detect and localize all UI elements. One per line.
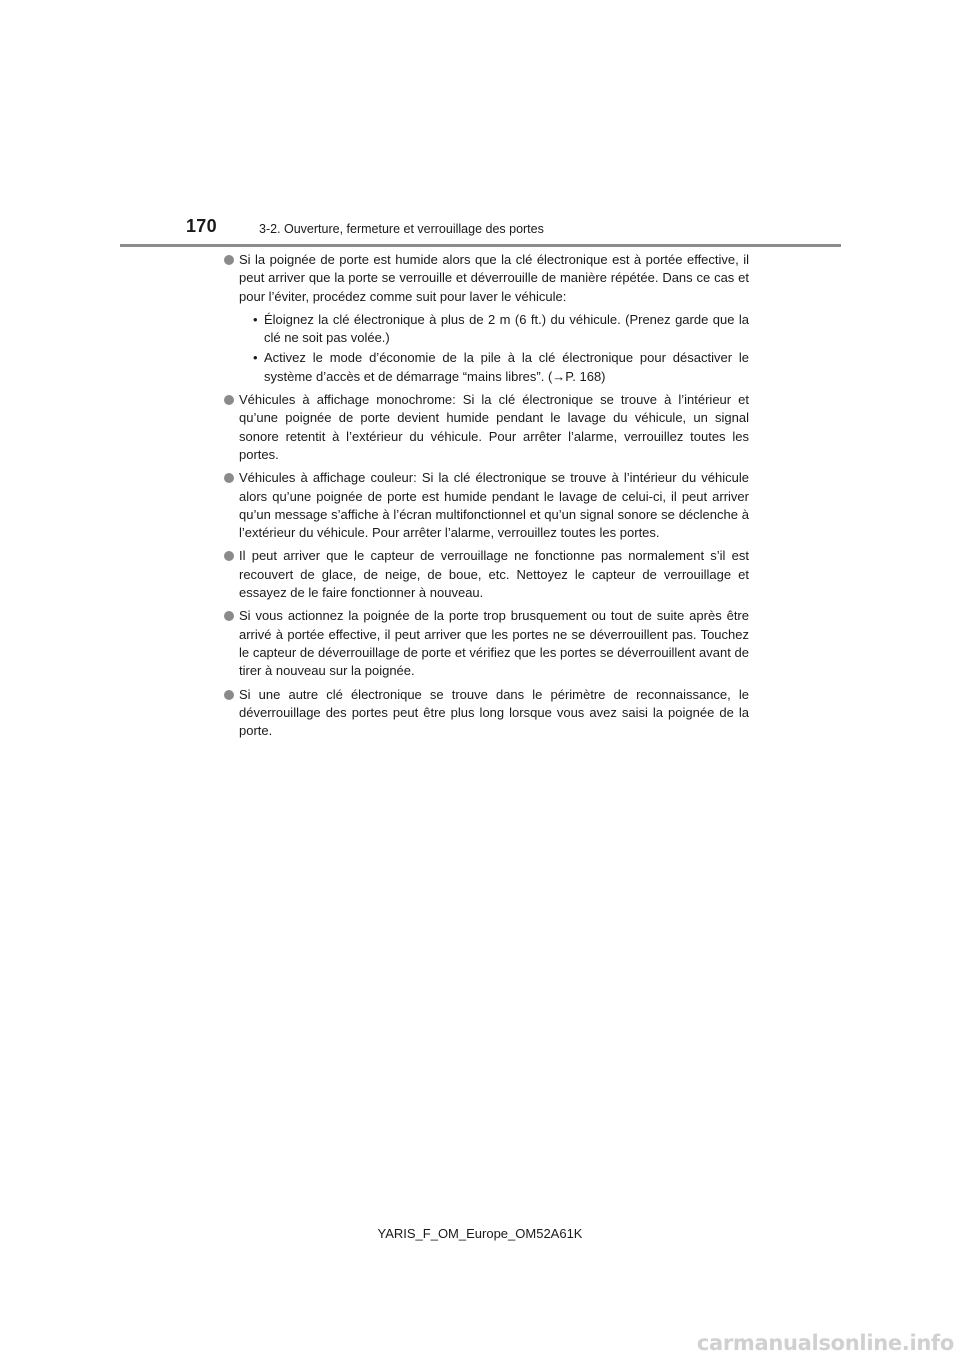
- bullet-text: Il peut arriver que le capteur de verrouillage ne fonctionne pas normalement s’il est recouvert de glace, de neige, de boue, etc. Nettoyez le capteur de verrouillage et essayez de le faire fonctionner à nouveau.: [239, 548, 749, 601]
- bullet-dot-icon: [224, 255, 234, 265]
- bullet-text: Si la poignée de porte est humide alors que la clé électronique est à portée effective, il peut arriver que la porte se verrouille et déverrouille de manière répétée. Dans ce cas et pour l’éviter, procédez comme suit pour laver le véhicule:: [239, 252, 749, 304]
- bullet-item: [224, 251, 749, 386]
- sub-item-text: Éloignez la clé électronique à plus de 2 m (6 ft.) du véhicule. (Prenez garde que la clé ne soit pas volée.): [264, 311, 749, 346]
- bullet-dot-icon: [224, 551, 234, 561]
- sub-bullet-icon: •: [253, 350, 258, 366]
- section-title: 3-2. Ouverture, fermeture et verrouillage des portes: [259, 222, 544, 236]
- bullet-dot-icon: [224, 395, 234, 405]
- watermark[interactable]: carmanualsonline.info: [696, 1331, 954, 1355]
- sub-list-item: [239, 349, 749, 386]
- page-number: 170: [186, 216, 217, 236]
- bullet-item: [224, 547, 749, 602]
- bullet-item: [224, 469, 749, 542]
- bullet-item: [224, 686, 749, 741]
- document-code: YARIS_F_OM_Europe_OM52A61K: [377, 1226, 583, 1241]
- bullet-text: Véhicules à affichage couleur: Si la clé électronique se trouve à l’intérieur du véhicule alors qu’une poignée de porte est humide pendant le lavage de celui-ci, il peut arriver qu’un message s’affiche à l’écran multifonctionnel et qu’un signal sonore se déclenche à l’extérieur du véhicule. Pour arrêter l’alarme, verrouillez toutes les portes.: [239, 470, 749, 541]
- bullet-text: Véhicules à affichage monochrome: Si la clé électronique se trouve à l’intérieur et qu’une poignée de porte devient humide pendant le lavage du véhicule, un signal sonore retentit à l’extérieur du véhicule. Pour arrêter l’alarme, verrouillez toutes les portes.: [239, 392, 749, 462]
- sub-bullet-icon: •: [253, 311, 258, 327]
- bullet-dot-icon: [224, 473, 234, 483]
- header-rule: [120, 244, 841, 247]
- sub-list-item: [239, 311, 749, 348]
- bullet-text: Si vous actionnez la poignée de la porte trop brusquement ou tout de suite après être arrivé à portée effective, il peut arriver que les portes ne se déverrouillent pas. Touchez le capteur de déverrouillage de porte et vérifiez que les portes se déverrouillent avant de tirer à nouveau sur la poignée.: [239, 608, 749, 679]
- bullet-item: [224, 391, 749, 464]
- sub-list: [239, 311, 749, 386]
- bullet-item: [224, 607, 749, 680]
- bullet-text: Si une autre clé électronique se trouve dans le périmètre de reconnaissance, le déverrouillage des portes peut être plus long lorsque vous avez saisi la poignée de la porte.: [239, 686, 749, 739]
- content-body: [224, 251, 749, 745]
- sub-item-text: Activez le mode d’économie de la pile à la clé électronique pour désactiver le système d’accès et de démarrage “mains libres”. (→P. 168): [264, 350, 749, 384]
- bullet-dot-icon: [224, 690, 234, 700]
- bullet-dot-icon: [224, 611, 234, 621]
